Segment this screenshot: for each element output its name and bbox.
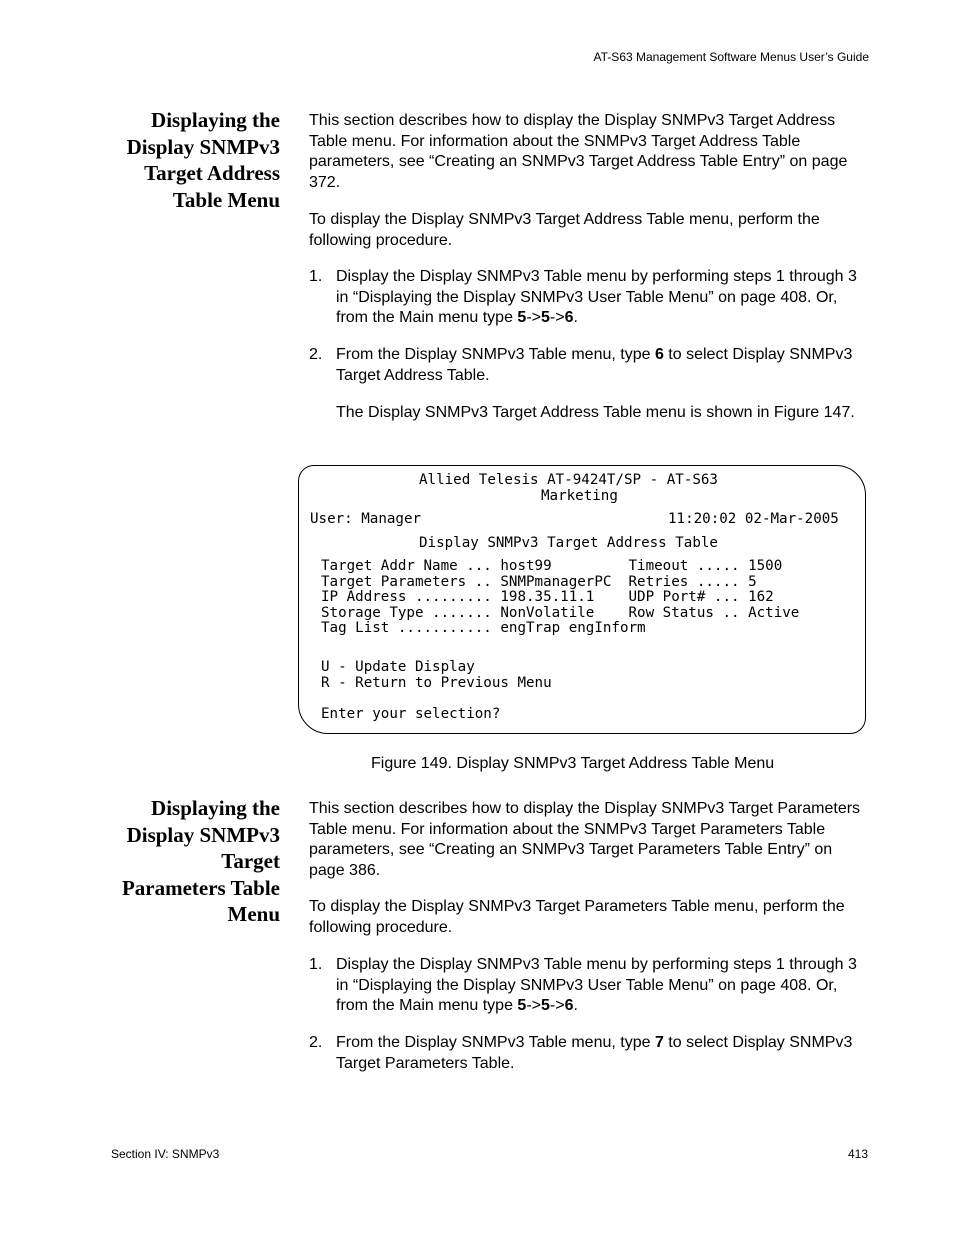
menu-key: 6 bbox=[564, 997, 574, 1014]
heading-line: Parameters Table bbox=[121, 875, 280, 900]
selection-prompt[interactable]: Enter your selection? bbox=[321, 706, 501, 722]
heading-line: Target Address bbox=[144, 161, 280, 185]
note-text: The Display SNMPv3 Target Address Table menu is shown in Figure 147. bbox=[336, 404, 855, 421]
section-heading-target-address bbox=[80, 107, 280, 213]
menu-key: 6 bbox=[654, 346, 664, 363]
page-number: 413 bbox=[847, 1147, 868, 1161]
procedure-intro: To display the Display SNMPv3 Target Address Table menu, perform the following procedure. bbox=[309, 211, 820, 249]
menu-key: 5 bbox=[541, 309, 550, 326]
screen-row: Tag List ........... engTrap engInform bbox=[321, 620, 646, 636]
screen-subtitle: Marketing bbox=[541, 488, 618, 504]
menu-key: 5 bbox=[517, 997, 527, 1014]
step-number: 1. bbox=[309, 956, 323, 973]
terminal-screen bbox=[298, 465, 866, 734]
menu-key: 5 bbox=[541, 997, 550, 1014]
step-end: . bbox=[573, 309, 578, 326]
screen-title: Allied Telesis AT-9424T/SP - AT-S63 bbox=[419, 472, 718, 488]
step-text: to select Display SNMPv3 Target Parameters Table. bbox=[336, 1034, 853, 1072]
key-separator: -> bbox=[549, 997, 565, 1014]
menu-key: 5 bbox=[517, 309, 527, 326]
step-number: 2. bbox=[309, 346, 323, 363]
screen-row: Target Addr Name ... host99 Timeout ..... 1500 bbox=[321, 558, 783, 574]
procedure-intro: To display the Display SNMPv3 Target Parameters Table menu, perform the following procedure. bbox=[309, 898, 845, 936]
step-text: From the Display SNMPv3 Table menu, type bbox=[336, 346, 655, 363]
section-heading-target-parameters bbox=[80, 795, 280, 928]
step-end: . bbox=[573, 997, 578, 1014]
intro-paragraph: This section describes how to display the Display SNMPv3 Target Address Table menu. For information about the SNMPv3 Target Address Table parameters, see “Creating an SNMPv3 Target Address Table Entry” on page 372. bbox=[309, 112, 848, 191]
step-text: Display the Display SNMPv3 Table menu by performing steps 1 through 3 in “Displaying the Display SNMPv3 User Table Menu” on page 408. Or, from the Main menu type bbox=[336, 956, 857, 1014]
heading-line: Display SNMPv3 bbox=[126, 134, 280, 159]
key-separator: -> bbox=[549, 309, 565, 326]
heading-line: Display SNMPv3 bbox=[126, 822, 280, 847]
screen-row: Storage Type ....... NonVolatile Row Status .. Active bbox=[321, 605, 800, 621]
return-menu-option[interactable]: R - Return to Previous Menu bbox=[321, 675, 552, 691]
key-separator: -> bbox=[526, 309, 541, 326]
step-text: From the Display SNMPv3 Table menu, type bbox=[336, 1034, 655, 1051]
step-text: Display the Display SNMPv3 Table menu by performing steps 1 through 3 in “Displaying the Display SNMPv3 User Table Menu” on page 408. Or, from the Main menu type bbox=[336, 268, 857, 326]
menu-key: 7 bbox=[654, 1034, 664, 1051]
figure-caption: Figure 149. Display SNMPv3 Target Address Table Menu bbox=[371, 755, 775, 772]
screen-row: IP Address ......... 198.35.11.1 UDP Port# ... 162 bbox=[321, 589, 774, 605]
key-separator: -> bbox=[526, 997, 541, 1014]
update-display-option[interactable]: U - Update Display bbox=[321, 659, 475, 675]
step-2 bbox=[309, 345, 869, 386]
step-number: 1. bbox=[309, 268, 323, 285]
screen-datetime: 11:20:02 02-Mar-2005 bbox=[668, 511, 839, 527]
heading-line: Table Menu bbox=[172, 187, 280, 212]
figure-reference-note bbox=[309, 403, 869, 424]
heading-line: Displaying the bbox=[151, 108, 280, 132]
menu-key: 6 bbox=[564, 309, 574, 326]
heading-line: Menu bbox=[227, 902, 280, 926]
step-1 bbox=[309, 267, 869, 329]
screen-user: User: Manager bbox=[310, 511, 422, 527]
running-header: AT-S63 Management Software Menus User’s Guide bbox=[593, 50, 869, 64]
footer-section: Section IV: SNMPv3 bbox=[111, 1147, 220, 1161]
screen-menu-title: Display SNMPv3 Target Address Table bbox=[419, 535, 718, 551]
heading-line: Displaying the bbox=[151, 796, 280, 820]
step-text: to select Display SNMPv3 Target Address Table. bbox=[336, 346, 853, 384]
step-2 bbox=[309, 1033, 869, 1074]
screen-row: Target Parameters .. SNMPmanagerPC Retries ..... 5 bbox=[321, 574, 757, 590]
step-1 bbox=[309, 955, 869, 1017]
heading-line: Target bbox=[221, 849, 280, 873]
step-number: 2. bbox=[309, 1034, 323, 1051]
intro-paragraph: This section describes how to display the Display SNMPv3 Target Parameters Table menu. For information about the SNMPv3 Target Parameters Table parameters, see “Creating an SNMPv3 Target Parameters Table Entry” on page 386. bbox=[309, 800, 861, 879]
